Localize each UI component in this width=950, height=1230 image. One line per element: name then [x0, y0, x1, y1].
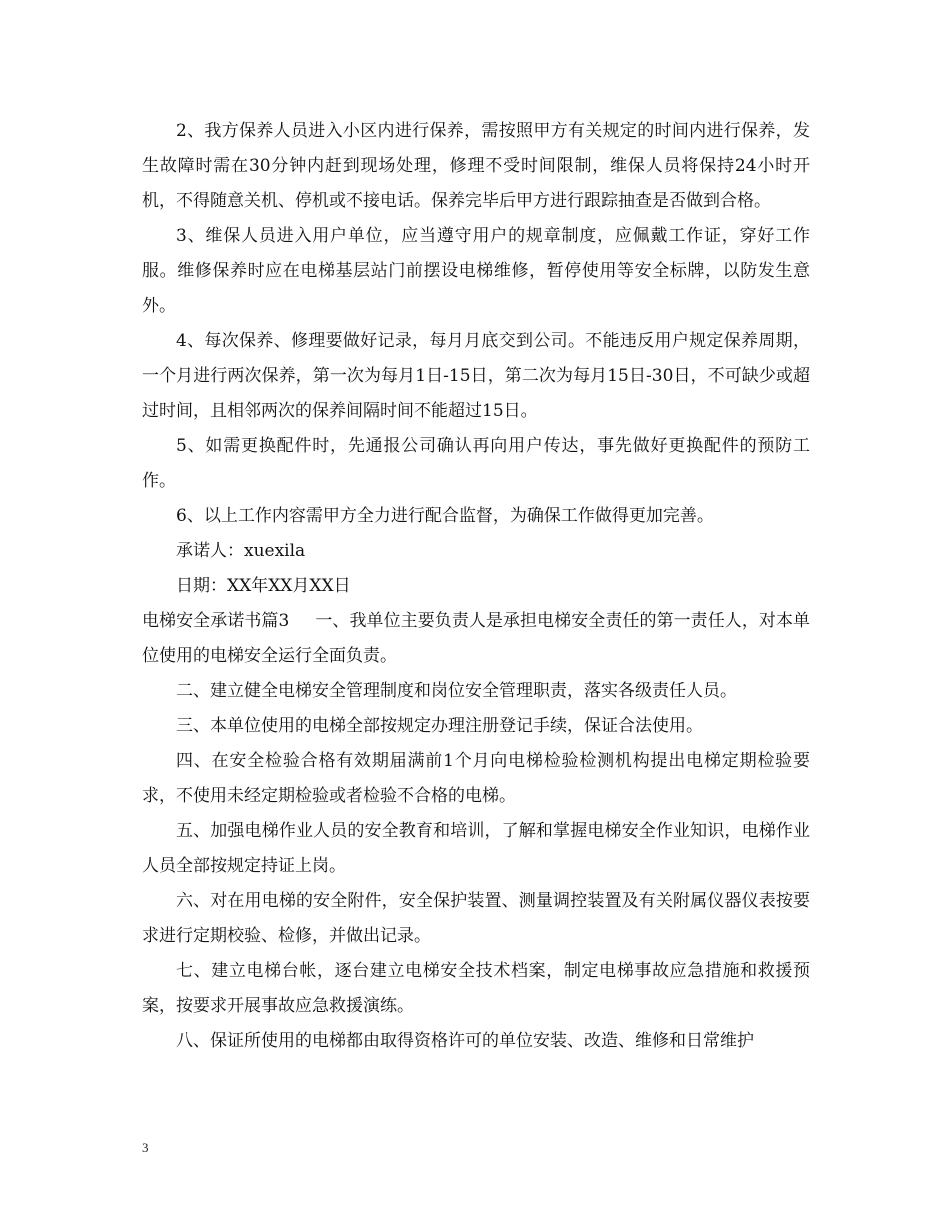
commitment-item-3: 三、本单位使用的电梯全部按规定办理注册登记手续，保证合法使用。	[176, 716, 703, 736]
commitment-item-2: 二、建立健全电梯安全管理制度和岗位安全管理职责，落实各级责任人员。	[176, 681, 737, 701]
commitment-item-4: 四、在安全检验合格有效期届满前1个月向电梯检验检测机构提出电梯定期检验要求，不使用未经定期检验或者检验不合格的电梯。	[142, 751, 810, 806]
paragraph-item-2: 2、我方保养人员进入小区内进行保养，需按照甲方有关规定的时间内进行保养，发生故障时需在30分钟内赶到现场处理，修理不受时间限制，维保人员将保持24小时开机，不得随意关机、停机或不接电话。保养完毕后甲方进行跟踪抽查是否做到合格。	[142, 121, 810, 211]
promisor-line: 承诺人：xuexila	[176, 541, 306, 561]
commitment-item-7: 七、建立电梯台帐，逐台建立电梯安全技术档案，制定电梯事故应急措施和救援预案，按要求开展事故应急救援演练。	[142, 961, 810, 1016]
commitment-item-6: 六、对在用电梯的安全附件，安全保护装置、测量调控装置及有关附属仪器仪表按要求进行定期校验、检修，并做出记录。	[142, 891, 810, 946]
paragraph-item-6: 6、以上工作内容需甲方全力进行配合监督，为确保工作做得更加完善。	[176, 506, 714, 526]
page-number: 3	[142, 1140, 149, 1155]
paragraph-item-4: 4、每次保养、修理要做好记录，每月月底交到公司。不能违反用户规定保养周期，一个月进行两次保养，第一次为每月1日-15日，第二次为每月15日-30日，不可缺少或超过时间，且相邻两次的保养间隔时间不能超过15日。	[142, 331, 810, 421]
paragraph-item-5: 5、如需更换配件时，先通报公司确认再向用户传达，事先做好更换配件的预防工作。	[142, 436, 810, 491]
date-line: 日期：XX年XX月XX日	[176, 576, 351, 596]
section-heading: 电梯安全承诺书篇3	[142, 611, 290, 631]
commitment-item-8: 八、保证所使用的电梯都由取得资格许可的单位安装、改造、维修和日常维护	[176, 1031, 754, 1051]
section-first-item: 一、我单位主要负责人是承担电梯安全责任的第一责任人，对本单位使用的电梯安全运行全面负责。	[142, 611, 810, 666]
commitment-item-5: 五、加强电梯作业人员的安全教育和培训，了解和掌握电梯安全作业知识，电梯作业人员全部按规定持证上岗。	[142, 821, 810, 876]
paragraph-item-3: 3、维保人员进入用户单位，应当遵守用户的规章制度，应佩戴工作证，穿好工作服。维修保养时应在电梯基层站门前摆设电梯维修，暂停使用等安全标牌，以防发生意外。	[142, 226, 810, 316]
document-body	[142, 114, 810, 1059]
section-heading-paragraph	[142, 604, 810, 674]
